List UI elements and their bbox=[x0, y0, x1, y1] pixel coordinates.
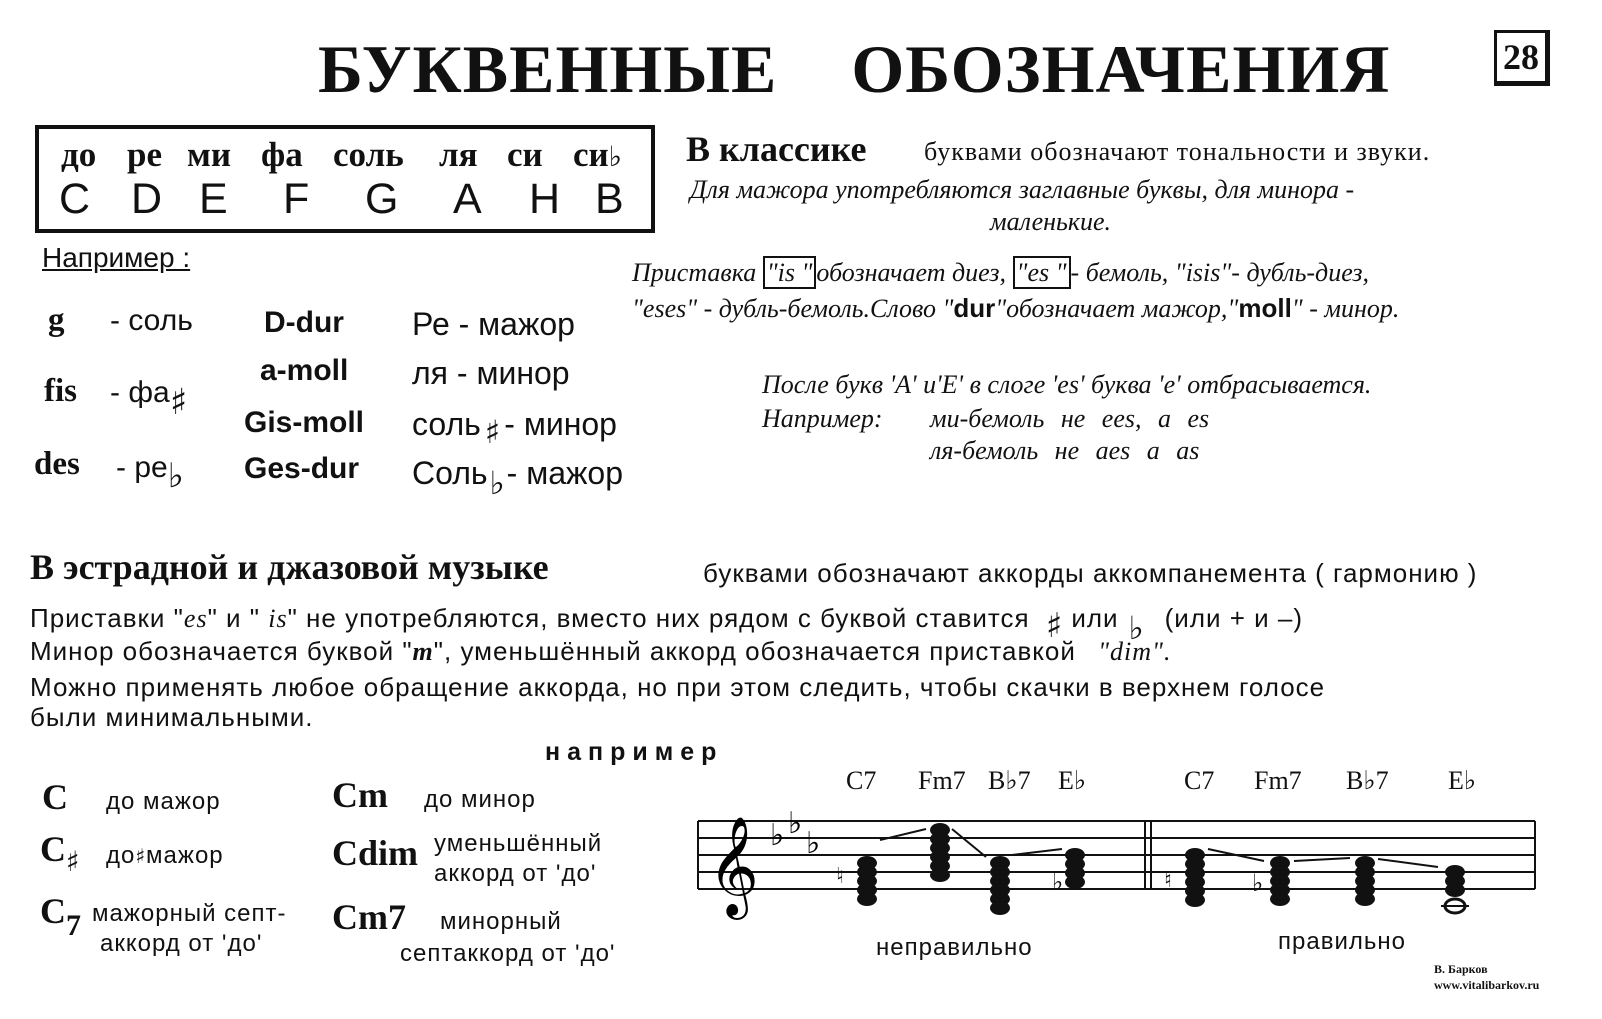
chord-label-wrong: Fm7 bbox=[918, 766, 966, 795]
svg-text:♭: ♭ bbox=[1252, 869, 1264, 897]
note-code: g bbox=[48, 302, 65, 338]
flat-icon: ♭ bbox=[489, 464, 505, 502]
popular-heading: В эстрадной и джазовой музыке bbox=[30, 547, 549, 587]
flat-icon: ♭ bbox=[167, 456, 184, 496]
label-right: правильно bbox=[1278, 928, 1406, 955]
sharp-icon: ♯ bbox=[66, 845, 80, 878]
chord-symbol: $C_7$ bbox=[40, 891, 81, 942]
letter-g: G bbox=[365, 175, 399, 223]
popular-line-4: были минимальными. bbox=[30, 702, 314, 732]
syllable-si-flat: си♭ bbox=[573, 135, 622, 174]
svg-text:♮: ♮ bbox=[836, 864, 844, 889]
classic-line-2: маленькие. bbox=[990, 207, 1112, 236]
chord-symbol: Cm7 bbox=[332, 897, 406, 937]
page-title: БУКВЕННЫЕ ОБОЗНАЧЕНИЯ bbox=[318, 31, 1391, 107]
note-code: des bbox=[34, 446, 80, 482]
chord-symbol: Cm bbox=[332, 775, 388, 815]
letter-a: A bbox=[453, 175, 482, 223]
chord-description: до минор bbox=[424, 786, 536, 813]
rule-example-label: Например: bbox=[762, 404, 883, 433]
classic-heading-tail: буквами обозначают тональности и звуки. bbox=[924, 137, 1431, 166]
chord-description: мажорный септ- bbox=[92, 900, 287, 927]
flat-icon: ♭ bbox=[806, 826, 821, 861]
dur-moll-line: "eses" - дубль-бемоль.Слово "dur"обозначает мажор,"moll" - минор. bbox=[632, 293, 1400, 323]
label-wrong: неправильно bbox=[876, 934, 1033, 961]
key-name: Ре - мажор bbox=[412, 306, 575, 342]
syllable-mi: ми bbox=[187, 135, 232, 174]
chord-description: септаккорд от 'до' bbox=[400, 940, 616, 967]
syllable-fa: фа bbox=[261, 135, 303, 174]
flat-icon: ♭ bbox=[788, 806, 803, 841]
svg-text:♮: ♮ bbox=[1164, 868, 1172, 893]
music-staff bbox=[690, 795, 1550, 935]
classic-heading: В классике bbox=[686, 129, 867, 169]
key-code: a-moll bbox=[260, 354, 349, 387]
syllable-sol: соль bbox=[333, 135, 404, 174]
chord-label-wrong: E♭ bbox=[1058, 766, 1087, 795]
chord-notes-right bbox=[1164, 848, 1469, 913]
flat-icon: ♭ bbox=[608, 140, 622, 173]
letter-b: B bbox=[595, 175, 624, 223]
chord-description: аккорд от 'до' bbox=[434, 860, 597, 887]
key-name: Соль♭- мажор bbox=[412, 455, 623, 502]
note-code: fis bbox=[44, 373, 77, 409]
note-name: - соль bbox=[110, 304, 193, 337]
author-credit: В. Барков bbox=[1434, 962, 1488, 976]
flat-icon: ♭ bbox=[770, 818, 785, 853]
syllable-do: до bbox=[61, 135, 97, 174]
chord-description: аккорд от 'до' bbox=[100, 930, 263, 957]
chord-label-wrong: C7 bbox=[846, 766, 877, 795]
popular-line-3: Можно применять любое обращение аккорда, но при этом следить, чтобы скачки в верхнем голосе bbox=[30, 672, 1326, 702]
letter-d: D bbox=[131, 175, 163, 223]
popular-line-1: Приставки "es" и " is" не употребляются, вместо них рядом с буквой ставится ♯ или ♭ (или + и –) bbox=[30, 603, 1304, 647]
chord-symbol: $C_♯$ bbox=[40, 829, 80, 878]
chord-description: минорный bbox=[440, 908, 562, 935]
sharp-icon: ♯ bbox=[1045, 606, 1064, 646]
key-code: D-dur bbox=[264, 306, 344, 339]
rule-example-2: ля-бемоль не aes а as bbox=[930, 436, 1200, 465]
chord-description: до♯мажор bbox=[106, 842, 224, 869]
is-prefix-box: "is " bbox=[763, 256, 817, 289]
sharp-icon: ♯ bbox=[484, 413, 501, 451]
chord-label-right: B♭7 bbox=[1346, 766, 1389, 795]
chord-description: уменьшённый bbox=[434, 830, 603, 857]
page-number: 28 bbox=[1494, 30, 1550, 86]
letter-h: H bbox=[529, 175, 561, 223]
chord-label-wrong: B♭7 bbox=[988, 766, 1031, 795]
svg-text:♭: ♭ bbox=[1052, 868, 1064, 896]
key-name: ля - минор bbox=[412, 355, 570, 391]
chord-examples-heading: например bbox=[545, 738, 724, 766]
flat-icon: ♭ bbox=[1128, 609, 1145, 647]
note-name: - ре♭ bbox=[116, 451, 184, 496]
chord-description: до мажор bbox=[106, 788, 221, 815]
es-rule: После букв 'A' и'E' в слоге 'es' буква 'e' отбрасывается. bbox=[762, 370, 1372, 399]
examples-heading: Например : bbox=[42, 242, 191, 273]
syllable-si: си bbox=[507, 135, 543, 174]
chord-symbol: C bbox=[42, 777, 68, 817]
key-code: Ges-dur bbox=[244, 452, 360, 485]
chord-symbol: Cdim bbox=[332, 833, 419, 873]
note-name: - фа♯ bbox=[110, 376, 188, 423]
prefix-line: Приставка "is " обозначает диез, "es " - бемоль, "isis"- дубль-диез, bbox=[632, 258, 1370, 287]
treble-clef-icon: 𝄞 bbox=[708, 816, 759, 916]
key-code: Gis-moll bbox=[244, 406, 365, 439]
letter-c: C bbox=[59, 175, 91, 223]
es-prefix-box: "es " bbox=[1013, 256, 1071, 289]
note-names-table bbox=[35, 125, 655, 233]
rule-example-1: ми-бемоль не ees, а es bbox=[930, 404, 1210, 433]
syllable-la: ля bbox=[439, 135, 478, 174]
syllable-re: ре bbox=[127, 135, 162, 174]
letter-e: E bbox=[199, 175, 228, 223]
popular-heading-tail: буквами обозначают аккорды аккомпанемента ( гармонию ) bbox=[703, 558, 1478, 588]
chord-label-right: C7 bbox=[1184, 766, 1215, 795]
sharp-icon: ♯ bbox=[169, 382, 188, 423]
sharp-icon: ♯ bbox=[135, 844, 147, 868]
website-link[interactable]: www.vitalibarkov.ru bbox=[1434, 978, 1540, 992]
popular-line-2: Минор обозначается буквой "m", уменьшённый аккорд обозначается приставкой "dim". bbox=[30, 636, 1172, 666]
chord-label-right: E♭ bbox=[1448, 766, 1477, 795]
chord-label-right: Fm7 bbox=[1254, 766, 1302, 795]
letter-f: F bbox=[283, 175, 310, 223]
key-name: соль ♯ - минор bbox=[412, 406, 617, 451]
classic-line-1: Для мажора употребляются заглавные буквы, для минора - bbox=[690, 175, 1355, 204]
